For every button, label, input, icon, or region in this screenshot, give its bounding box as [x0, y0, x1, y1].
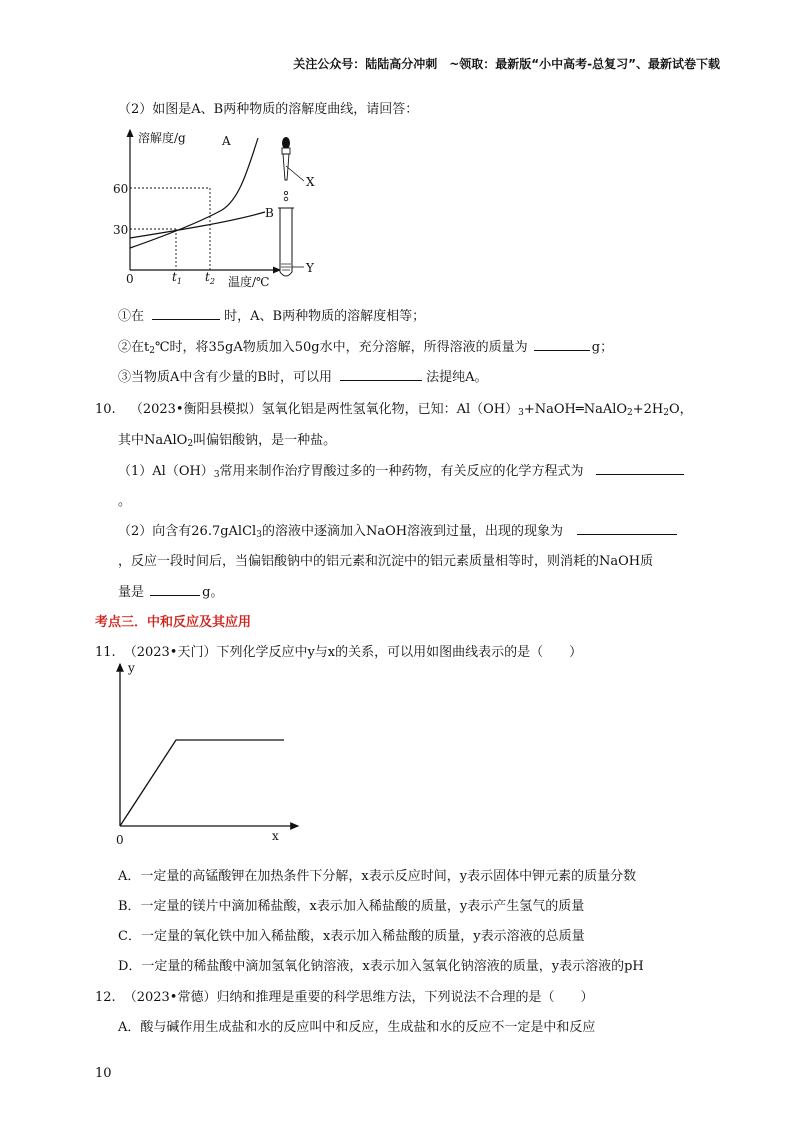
- t2-label: $t_2$: [205, 270, 215, 286]
- y-tick-60: 60: [113, 182, 129, 196]
- curve-a-label: A: [222, 134, 231, 148]
- q11-option-b[interactable]: B．一定量的镁片中滴加稀盐酸，x表示加入稀盐酸的质量，y表示产生氢气的质量: [118, 899, 585, 914]
- q10-line2: 其中NaAlO$_2$叫偏铝酸钠，是一种盐。: [118, 433, 337, 449]
- answer-blank-1[interactable]: [152, 307, 220, 320]
- dropper-label-x: X: [306, 175, 315, 189]
- q9-item1: ①在 时，A、B两种物质的溶解度相等；: [118, 309, 426, 324]
- q11-option-c[interactable]: C．一定量的氧化铁中加入稀盐酸，x表示加入稀盐酸的质量，y表示溶液的总质量: [118, 929, 585, 944]
- q10-part2: （2）向含有26.7gAlCl$_3$的溶液中逐滴加入NaOH溶液到过量，出现的现象为: [118, 520, 677, 539]
- q11-stem: 11. （2023•天门）下列化学反应中y与x的关系，可以用如图曲线表示的是（ ）: [95, 645, 583, 660]
- q11-option-d[interactable]: D．一定量的稀盐酸中滴加氢氧化钠溶液，x表示加入氢氧化钠溶液的质量，y表示溶液的pH: [118, 959, 644, 974]
- q9-item2: ②在$t_2℃$时，将35gA物质加入50g水中，充分溶解，所得溶液的质量为 g；: [118, 340, 614, 356]
- q9-part2-intro: （2）如图是A、B两种物质的溶解度曲线，请回答：: [118, 102, 419, 117]
- section-title: 考点三．中和反应及其应用: [95, 615, 252, 630]
- page-number: 10: [95, 1066, 112, 1081]
- q12-option-a[interactable]: A．酸与碱作用生成盐和水的反应叫中和反应，生成盐和水的反应不一定是中和反应: [118, 1020, 596, 1035]
- dropper-icon: [282, 137, 304, 201]
- answer-blank-2[interactable]: [534, 338, 590, 351]
- x-axis-label: 温度/℃: [228, 275, 270, 289]
- q11-graph: [108, 660, 308, 850]
- page-header: 关注公众号：陆陆高分冲刺 ~领取：最新版“小中高考-总复习”、最新试卷下载: [293, 57, 720, 71]
- q10-line1: 10. （2023•衡阳县模拟）氢氧化铝是两性氢氧化物，已知：$Al(OH)_3+NaOH═NaAlO_2+2H_2O$，: [95, 402, 693, 418]
- solubility-curve-figure: [100, 126, 340, 296]
- curve-b: [130, 212, 265, 238]
- y-tick-30: 30: [113, 223, 129, 237]
- q9-item3: ③当物质A中含有少量的B时，可以用 法提纯A。: [118, 370, 488, 385]
- q10-part1-end: 。: [118, 494, 132, 509]
- curve-a: [130, 138, 258, 248]
- answer-blank-4[interactable]: [596, 462, 684, 475]
- q10-part2-line2: ，反应一段时间后，当偏铝酸钠中的铝元素和沉淀中的铝元素质量相等时，则消耗的NaOH质: [118, 554, 654, 569]
- y-axis-label: 溶解度/g: [138, 131, 186, 145]
- q10-part1: $(1)Al(OH)_3$常用来制作治疗胃酸过多的一种药物，有关反应的化学方程式为: [118, 460, 684, 479]
- q12-stem: 12. （2023•常德）归纳和推理是重要的科学思维方法，下列说法不合理的是（ ）: [95, 990, 594, 1005]
- q11-y-label: y: [128, 661, 135, 675]
- curve-b-label: B: [265, 206, 274, 220]
- answer-blank-3[interactable]: [340, 368, 422, 381]
- answer-blank-6[interactable]: [150, 583, 200, 596]
- test-tube-label-y: Y: [306, 261, 314, 275]
- answer-blank-5[interactable]: [577, 522, 677, 535]
- q10-part2-line3: 量是 g。: [118, 585, 224, 600]
- t1-label: $t_1$: [172, 270, 182, 286]
- q11-origin: 0: [116, 833, 124, 847]
- q11-curve: [120, 740, 284, 826]
- q11-x-label: x: [272, 829, 279, 843]
- origin-label: 0: [126, 272, 134, 286]
- test-tube-icon: [278, 208, 304, 276]
- q11-option-a[interactable]: A．一定量的高锰酸钾在加热条件下分解，x表示反应时间，y表示固体中钾元素的质量分数: [118, 869, 637, 884]
